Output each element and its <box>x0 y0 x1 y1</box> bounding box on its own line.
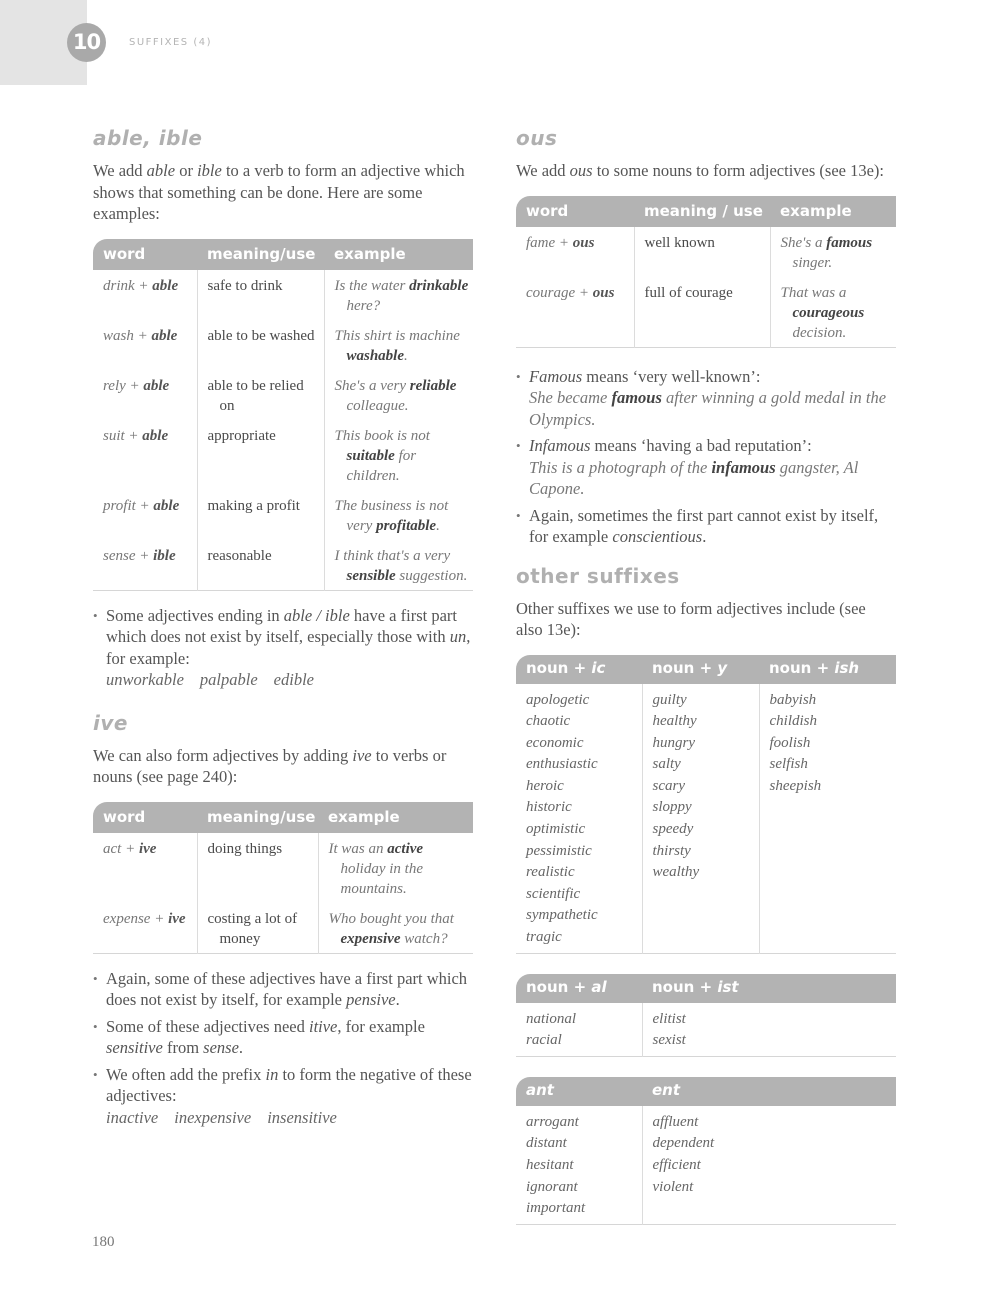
table-row <box>516 684 896 954</box>
highlight-word: expensive <box>340 930 401 947</box>
term: itive <box>308 1016 338 1036</box>
text: . <box>436 517 440 534</box>
text: She became <box>529 388 612 407</box>
suffix: able <box>143 377 170 394</box>
column-header-meaning: meaning / use <box>634 196 770 227</box>
list-item: selfish <box>769 756 808 773</box>
text: . <box>404 347 408 364</box>
text: Who bought you that <box>328 910 454 927</box>
text: I think that's a very <box>334 547 451 564</box>
meaning-text: well known <box>644 234 715 251</box>
list-item: chaotic <box>526 713 571 730</box>
able-table-body <box>93 270 473 591</box>
note-item <box>93 1016 473 1059</box>
meaning-text: able to be relied on <box>207 377 304 414</box>
text: Again, some of these adjectives have a first part which does not exist by itself, for example <box>106 968 468 1009</box>
header-suffix: ist <box>717 978 739 997</box>
term: able / ible <box>283 605 350 625</box>
word-cell <box>93 540 197 591</box>
header-prefix: noun + <box>526 659 592 677</box>
word-list-cell <box>516 1003 642 1057</box>
base-word: wash + <box>103 327 152 344</box>
example-cell <box>324 490 473 540</box>
meaning-cell <box>197 540 324 591</box>
meaning-cell <box>197 833 318 903</box>
word-cell <box>93 370 197 420</box>
example-word: edible <box>273 670 314 689</box>
text: for children. <box>346 447 417 484</box>
word-cell <box>93 270 197 320</box>
list-item: tragic <box>526 929 562 946</box>
text: to some nouns to form adjectives (see 13e): <box>592 161 885 180</box>
list-item: economic <box>526 734 584 751</box>
example-word: inexpensive <box>174 1107 252 1127</box>
column-header <box>516 1077 642 1106</box>
table-row <box>93 540 473 591</box>
meaning-text: able to be washed <box>207 327 315 344</box>
example-sentence <box>529 388 886 429</box>
word-cell <box>93 490 197 540</box>
section-heading-ous: ous <box>516 126 558 150</box>
word-list-cell <box>759 684 896 954</box>
ous-table <box>516 196 896 348</box>
base-word: courage + <box>526 284 593 301</box>
meaning-cell <box>197 320 324 370</box>
highlight-word: profitable <box>376 517 437 534</box>
text: colleague. <box>346 397 409 414</box>
text: We can also form adjectives by adding <box>93 745 353 765</box>
left-column <box>93 126 473 1142</box>
text: to a verb to form an adjective which shows that something can be done. Here are some examples: <box>93 161 465 223</box>
column-header-word: word <box>516 196 634 227</box>
example-cell <box>324 370 473 420</box>
term: ive <box>352 745 372 765</box>
text: , for example <box>337 1016 425 1036</box>
example-cell <box>318 903 473 954</box>
text: here? <box>346 297 381 314</box>
chapter-title: SUFFIXES (4) <box>129 37 212 48</box>
text: to verbs or nouns (see page 240): <box>93 745 447 786</box>
highlight-word: infamous <box>711 457 776 477</box>
base-word: sense + <box>103 547 154 564</box>
highlight-word: famous <box>826 234 873 251</box>
text: Again, sometimes the first part cannot exist by itself, for example <box>529 505 879 546</box>
term: able <box>146 161 176 180</box>
text: Some adjectives ending in <box>106 605 284 625</box>
list-item: arrogant <box>526 1113 579 1130</box>
highlight-word: famous <box>611 388 662 407</box>
table-row <box>516 1003 896 1057</box>
text: watch? <box>400 930 448 947</box>
suffix-table-al-ist <box>516 974 896 1057</box>
suffix: ive <box>168 910 186 927</box>
highlight-word: reliable <box>409 377 457 394</box>
text: That was a <box>780 284 847 301</box>
term: conscientious <box>612 527 703 546</box>
base-word: profit + <box>103 497 154 514</box>
other-intro: Other suffixes we use to form adjectives include (see also 13e): <box>516 598 866 639</box>
meaning-cell <box>634 277 770 348</box>
text: We add <box>516 161 570 180</box>
meaning-cell <box>197 270 324 320</box>
example-words <box>106 1107 473 1129</box>
suffix: able <box>142 427 169 444</box>
column-header <box>642 655 759 684</box>
note-item <box>516 435 896 500</box>
text: gangster, Al Capone. <box>529 457 859 498</box>
header-prefix: noun + <box>526 978 592 997</box>
table-row <box>516 227 896 277</box>
text: , for example: <box>106 627 471 668</box>
list-item: optimistic <box>526 821 586 838</box>
base-word: act + <box>103 840 139 857</box>
meaning-text: doing things <box>207 840 283 857</box>
meaning-cell <box>197 903 318 954</box>
right-column <box>516 126 896 1245</box>
meaning-text: making a profit <box>207 497 300 514</box>
example-cell <box>324 320 473 370</box>
text: to form the negative of these adjectives: <box>106 1064 472 1105</box>
meaning-text: costing a lot of money <box>207 910 298 947</box>
note-item <box>516 505 896 548</box>
list-item: efficient <box>652 1157 701 1173</box>
header-suffix: y <box>717 659 728 677</box>
header-suffix: ish <box>834 659 860 677</box>
suffix-table-ic-y-ish <box>516 655 896 954</box>
example-cell <box>770 227 896 277</box>
text: suggestion. <box>395 567 468 584</box>
word-cell <box>93 833 197 903</box>
list-item: guilty <box>652 691 687 708</box>
column-header-word: word <box>93 239 197 270</box>
table-row <box>93 903 473 954</box>
highlight-word: washable <box>346 347 405 364</box>
word-list-cell <box>642 1003 896 1057</box>
example-words <box>106 669 473 691</box>
base-word: fame + <box>526 234 573 251</box>
example-cell <box>318 833 473 903</box>
text: means ‘very well-known’: <box>582 366 761 386</box>
list-item: sympathetic <box>526 907 598 924</box>
example-sentence <box>529 458 858 499</box>
header-suffix: ant <box>526 1081 554 1100</box>
word-list-cell <box>516 684 642 954</box>
list-item: speedy <box>652 821 694 838</box>
column-header <box>516 974 642 1003</box>
ous-notes <box>516 366 896 548</box>
column-header <box>516 655 642 684</box>
section-heading-able-ible: able, ible <box>93 126 203 150</box>
text: We add <box>93 161 147 180</box>
table-row <box>93 420 473 490</box>
table-row <box>516 277 896 348</box>
list-item: sloppy <box>652 799 692 816</box>
text: It was an <box>328 840 388 857</box>
meaning-text: appropriate <box>207 427 276 444</box>
column-header-meaning: meaning/use <box>197 802 318 833</box>
word-list-cell <box>642 1106 896 1224</box>
text: Some of these adjectives need <box>106 1016 309 1036</box>
able-table <box>93 239 473 591</box>
term: Infamous <box>529 436 591 455</box>
example-word: inactive <box>106 1107 159 1127</box>
list-item: hesitant <box>526 1157 574 1173</box>
list-item: racial <box>526 1032 562 1049</box>
base-word: drink + <box>103 277 153 294</box>
list-item: hungry <box>652 734 695 751</box>
suffix: ous <box>592 284 615 301</box>
column-header <box>642 1077 896 1106</box>
highlight-word: sensible <box>346 567 396 584</box>
section-heading-ive: ive <box>93 710 128 735</box>
table-row <box>516 1106 896 1224</box>
header-suffix: ic <box>591 659 606 677</box>
list-item: enthusiastic <box>526 756 598 773</box>
table-row <box>93 490 473 540</box>
text: decision. <box>792 324 847 341</box>
meaning-cell <box>634 227 770 277</box>
list-item: foolish <box>769 734 811 751</box>
term: sensitive <box>106 1038 163 1057</box>
note-item <box>93 968 473 1011</box>
suffix: able <box>153 497 180 514</box>
example-cell <box>324 270 473 320</box>
list-item: elitist <box>652 1010 686 1027</box>
list-item: sheepish <box>769 777 822 794</box>
text: Is the water <box>334 277 410 294</box>
list-item: pessimistic <box>526 842 592 859</box>
ous-intro <box>516 160 896 182</box>
text: . <box>702 527 707 546</box>
example-cell <box>324 540 473 591</box>
column-header-example: example <box>318 802 473 833</box>
note-item <box>93 605 473 691</box>
column-header <box>642 974 896 1003</box>
column-header-meaning: meaning/use <box>197 239 324 270</box>
meaning-text: full of courage <box>644 284 733 301</box>
list-item: babyish <box>769 691 817 708</box>
example-cell <box>324 420 473 490</box>
base-word: expense + <box>103 910 169 927</box>
highlight-word: active <box>387 840 424 857</box>
highlight-word: drinkable <box>409 277 469 294</box>
term: ous <box>569 161 593 180</box>
page-number: 180 <box>92 1234 115 1250</box>
meaning-text: safe to drink <box>207 277 283 294</box>
text: after winning a gold medal in the Olympics. <box>529 388 887 429</box>
meaning-cell <box>197 370 324 420</box>
text: This is a photograph of the <box>529 457 712 477</box>
table-row <box>93 370 473 420</box>
highlight-word: courageous <box>792 304 865 321</box>
list-item: distant <box>526 1135 567 1152</box>
text: . <box>238 1038 244 1057</box>
list-item: ignorant <box>526 1178 578 1195</box>
word-cell <box>93 320 197 370</box>
base-word: rely + <box>103 377 144 394</box>
ive-intro <box>93 745 473 788</box>
text: . <box>395 990 400 1009</box>
list-item: national <box>526 1010 577 1027</box>
list-item: childish <box>769 713 817 730</box>
example-word: palpable <box>199 670 258 689</box>
list-item: scary <box>652 777 685 794</box>
meaning-text: reasonable <box>207 547 272 564</box>
term: sense <box>203 1038 239 1057</box>
meaning-cell <box>197 420 324 490</box>
text: have a first part which does not exist by itself, especially those with <box>106 605 457 646</box>
note-item <box>516 366 896 431</box>
list-item: thirsty <box>652 842 691 859</box>
text: from <box>162 1038 204 1057</box>
list-item: sexist <box>652 1032 686 1049</box>
term: Famous <box>529 366 583 386</box>
suffix-table-ant-ent <box>516 1077 896 1225</box>
ive-table-body <box>93 833 473 954</box>
header-prefix: noun + <box>769 659 835 677</box>
suffix: ive <box>138 840 157 857</box>
highlight-word: suitable <box>346 447 395 464</box>
text: She's a <box>780 234 827 251</box>
able-intro <box>93 160 473 225</box>
chapter-number-badge: 10 <box>67 23 106 62</box>
example-word: insensitive <box>267 1107 337 1127</box>
word-list-cell <box>642 684 759 954</box>
list-item: heroic <box>526 777 564 794</box>
list-item: important <box>526 1200 586 1217</box>
note-item <box>93 1064 473 1129</box>
list-item: salty <box>652 756 681 773</box>
term: un <box>449 627 467 646</box>
list-item: wealthy <box>652 864 700 881</box>
list-item: historic <box>526 799 572 816</box>
list-item: violent <box>652 1178 694 1195</box>
column-header <box>759 655 896 684</box>
suffix: ible <box>153 547 176 564</box>
section-heading-other-suffixes: other suffixes <box>516 563 680 588</box>
column-header-word: word <box>93 802 197 833</box>
text: singer. <box>792 254 833 271</box>
term: pensive <box>346 990 396 1009</box>
list-item: apologetic <box>526 691 590 708</box>
word-cell <box>516 277 634 348</box>
text: means ‘having a bad reputation’: <box>590 436 812 455</box>
suffix: able <box>152 277 179 294</box>
term: in <box>265 1064 279 1084</box>
list-item: realistic <box>526 864 575 881</box>
example-word: unworkable <box>106 670 184 689</box>
word-list-cell <box>516 1106 642 1224</box>
table-row <box>93 833 473 903</box>
text: We often add the prefix <box>106 1064 266 1084</box>
suffix: able <box>151 327 178 344</box>
text: This shirt is machine <box>334 327 460 344</box>
able-notes <box>93 605 473 691</box>
word-cell <box>93 420 197 490</box>
header-suffix: al <box>591 978 607 997</box>
example-cell <box>770 277 896 348</box>
text: This book is not <box>334 427 430 444</box>
text: She's a very <box>334 377 410 394</box>
table-row <box>93 320 473 370</box>
list-item: healthy <box>652 713 697 730</box>
term: ible <box>197 161 222 180</box>
word-cell <box>516 227 634 277</box>
suffix: ous <box>572 234 595 251</box>
word-cell <box>93 903 197 954</box>
ive-table <box>93 802 473 954</box>
header-prefix: noun + <box>652 978 718 997</box>
column-header-example: example <box>324 239 473 270</box>
base-word: suit + <box>103 427 143 444</box>
text: holiday in the mountains. <box>340 860 423 897</box>
list-item: affluent <box>652 1113 699 1130</box>
list-item: scientific <box>526 885 581 902</box>
table-row <box>93 270 473 320</box>
meaning-cell <box>197 490 324 540</box>
text: The business is not very <box>334 497 449 534</box>
ous-table-body <box>516 227 896 348</box>
column-header-example: example <box>770 196 896 227</box>
header-suffix: ent <box>652 1081 681 1100</box>
list-item: dependent <box>652 1135 715 1152</box>
header-prefix: noun + <box>652 659 718 677</box>
text: or <box>175 161 198 180</box>
ive-notes <box>93 968 473 1129</box>
